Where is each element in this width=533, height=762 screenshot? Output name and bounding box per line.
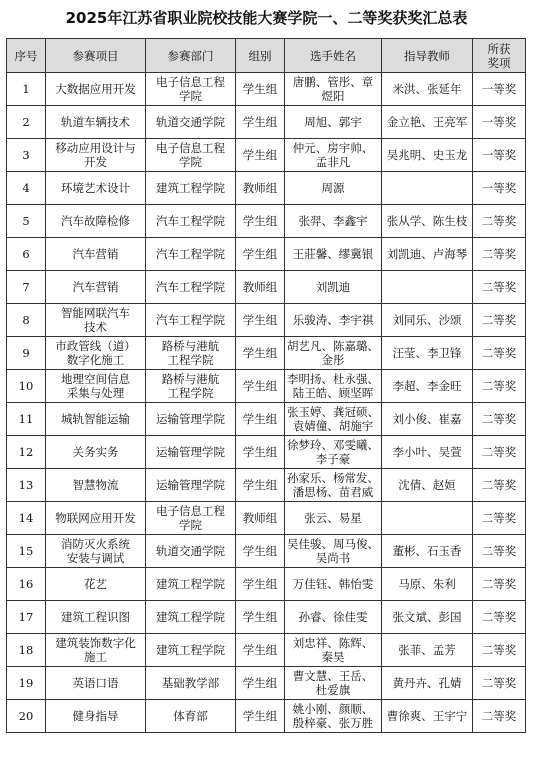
cell-group: 学生组 bbox=[236, 535, 285, 568]
header-cell-award: 所获 奖项 bbox=[473, 39, 526, 73]
cell-department: 建筑工程学院 bbox=[146, 172, 236, 205]
cell-index: 6 bbox=[7, 238, 46, 271]
cell-instructors: 黄丹卉、孔婧 bbox=[382, 667, 473, 700]
cell-instructors bbox=[382, 271, 473, 304]
cell-contestants: 张玉婷、龚冠硕、 袁婧僮、胡施宇 bbox=[285, 403, 382, 436]
cell-department: 汽车工程学院 bbox=[146, 304, 236, 337]
cell-instructors: 米洪、张延年 bbox=[382, 73, 473, 106]
table-row bbox=[7, 469, 526, 502]
cell-instructors: 李超、李金旺 bbox=[382, 370, 473, 403]
cell-group: 学生组 bbox=[236, 667, 285, 700]
header-cell-department: 参赛部门 bbox=[146, 39, 236, 73]
table-row bbox=[7, 172, 526, 205]
cell-department: 轨道交通学院 bbox=[146, 106, 236, 139]
cell-award: 二等奖 bbox=[473, 700, 526, 733]
cell-department: 轨道交通学院 bbox=[146, 535, 236, 568]
cell-award: 一等奖 bbox=[473, 73, 526, 106]
cell-instructors bbox=[382, 502, 473, 535]
cell-award: 二等奖 bbox=[473, 238, 526, 271]
cell-event: 智慧物流 bbox=[46, 469, 146, 502]
cell-award: 二等奖 bbox=[473, 535, 526, 568]
cell-instructors: 张从学、陈生枝 bbox=[382, 205, 473, 238]
cell-event: 大数据应用开发 bbox=[46, 73, 146, 106]
cell-department: 电子信息工程 学院 bbox=[146, 73, 236, 106]
cell-group: 教师组 bbox=[236, 172, 285, 205]
cell-instructors: 刘凯迪、卢海琴 bbox=[382, 238, 473, 271]
cell-group: 学生组 bbox=[236, 700, 285, 733]
table-row bbox=[7, 535, 526, 568]
cell-award: 二等奖 bbox=[473, 403, 526, 436]
table-header bbox=[7, 39, 526, 73]
cell-instructors: 曹徐爽、王宇宁 bbox=[382, 700, 473, 733]
page-title: 2025年江苏省职业院校技能大赛学院一、二等奖获奖汇总表 bbox=[65, 9, 468, 27]
cell-award: 一等奖 bbox=[473, 106, 526, 139]
cell-group: 学生组 bbox=[236, 601, 285, 634]
cell-event: 消防灭火系统 安装与调试 bbox=[46, 535, 146, 568]
table-row bbox=[7, 73, 526, 106]
cell-department: 建筑工程学院 bbox=[146, 568, 236, 601]
cell-contestants: 吴佳骏、周马俊、 吴尚书 bbox=[285, 535, 382, 568]
cell-department: 建筑工程学院 bbox=[146, 634, 236, 667]
cell-event: 环境艺术设计 bbox=[46, 172, 146, 205]
cell-index: 10 bbox=[7, 370, 46, 403]
cell-contestants: 万佳钰、韩怡雯 bbox=[285, 568, 382, 601]
cell-index: 8 bbox=[7, 304, 46, 337]
cell-contestants: 张羿、李鑫宇 bbox=[285, 205, 382, 238]
cell-group: 教师组 bbox=[236, 271, 285, 304]
cell-contestants: 刘忠祥、陈辉、 秦昊 bbox=[285, 634, 382, 667]
cell-index: 15 bbox=[7, 535, 46, 568]
header-row bbox=[7, 39, 526, 73]
cell-event: 关务实务 bbox=[46, 436, 146, 469]
cell-contestants: 曹文慧、王岳、 杜爱旗 bbox=[285, 667, 382, 700]
cell-index: 18 bbox=[7, 634, 46, 667]
table-row bbox=[7, 634, 526, 667]
cell-contestants: 徐梦玲、邓雯曦、 李子豪 bbox=[285, 436, 382, 469]
cell-contestants: 仲元、房宇帅、 孟非凡 bbox=[285, 139, 382, 172]
cell-event: 建筑工程识图 bbox=[46, 601, 146, 634]
cell-event: 汽车营销 bbox=[46, 271, 146, 304]
cell-award: 二等奖 bbox=[473, 271, 526, 304]
cell-event: 地理空间信息 采集与处理 bbox=[46, 370, 146, 403]
table-row bbox=[7, 337, 526, 370]
header-cell-contestants: 选手姓名 bbox=[285, 39, 382, 73]
table-row bbox=[7, 601, 526, 634]
award-summary-table bbox=[6, 38, 526, 733]
table-row bbox=[7, 436, 526, 469]
cell-instructors: 金立艳、王亮军 bbox=[382, 106, 473, 139]
cell-contestants: 孙睿、徐佳雯 bbox=[285, 601, 382, 634]
cell-award: 二等奖 bbox=[473, 469, 526, 502]
cell-event: 轨道车辆技术 bbox=[46, 106, 146, 139]
cell-award: 二等奖 bbox=[473, 568, 526, 601]
cell-contestants: 李明扬、杜永强、 陆王皓、顾坚晖 bbox=[285, 370, 382, 403]
cell-award: 二等奖 bbox=[473, 205, 526, 238]
cell-contestants: 刘凯迪 bbox=[285, 271, 382, 304]
cell-instructors: 张文斌、彭国 bbox=[382, 601, 473, 634]
cell-department: 体育部 bbox=[146, 700, 236, 733]
cell-group: 学生组 bbox=[236, 304, 285, 337]
cell-group: 学生组 bbox=[236, 139, 285, 172]
cell-event: 花艺 bbox=[46, 568, 146, 601]
cell-event: 健身指导 bbox=[46, 700, 146, 733]
cell-department: 基础教学部 bbox=[146, 667, 236, 700]
cell-index: 1 bbox=[7, 73, 46, 106]
table-row bbox=[7, 370, 526, 403]
cell-department: 建筑工程学院 bbox=[146, 601, 236, 634]
cell-index: 14 bbox=[7, 502, 46, 535]
table-row bbox=[7, 238, 526, 271]
table-row bbox=[7, 271, 526, 304]
cell-department: 运输管理学院 bbox=[146, 469, 236, 502]
cell-group: 学生组 bbox=[236, 469, 285, 502]
cell-instructors: 汪莹、李卫锋 bbox=[382, 337, 473, 370]
cell-group: 学生组 bbox=[236, 106, 285, 139]
cell-group: 学生组 bbox=[236, 205, 285, 238]
cell-group: 学生组 bbox=[236, 403, 285, 436]
table-row bbox=[7, 205, 526, 238]
cell-contestants: 姚小刚、颜顺、 殷梓豪、张万胜 bbox=[285, 700, 382, 733]
cell-index: 2 bbox=[7, 106, 46, 139]
cell-index: 16 bbox=[7, 568, 46, 601]
table-row bbox=[7, 403, 526, 436]
cell-instructors: 沈倩、赵姮 bbox=[382, 469, 473, 502]
cell-index: 17 bbox=[7, 601, 46, 634]
cell-event: 建筑装饰数字化 施工 bbox=[46, 634, 146, 667]
cell-group: 学生组 bbox=[236, 337, 285, 370]
table-row bbox=[7, 139, 526, 172]
cell-instructors: 张菲、孟芳 bbox=[382, 634, 473, 667]
cell-department: 汽车工程学院 bbox=[146, 238, 236, 271]
cell-event: 汽车故障检修 bbox=[46, 205, 146, 238]
table-row bbox=[7, 568, 526, 601]
cell-instructors bbox=[382, 172, 473, 205]
cell-award: 二等奖 bbox=[473, 436, 526, 469]
cell-contestants: 周源 bbox=[285, 172, 382, 205]
cell-department: 路桥与港航 工程学院 bbox=[146, 337, 236, 370]
cell-award: 二等奖 bbox=[473, 370, 526, 403]
cell-index: 9 bbox=[7, 337, 46, 370]
header-cell-index: 序号 bbox=[7, 39, 46, 73]
cell-index: 5 bbox=[7, 205, 46, 238]
cell-award: 二等奖 bbox=[473, 667, 526, 700]
cell-instructors: 刘小俊、崔嘉 bbox=[382, 403, 473, 436]
cell-index: 12 bbox=[7, 436, 46, 469]
cell-instructors: 刘同乐、沙颂 bbox=[382, 304, 473, 337]
cell-award: 二等奖 bbox=[473, 337, 526, 370]
cell-award: 一等奖 bbox=[473, 172, 526, 205]
cell-department: 汽车工程学院 bbox=[146, 271, 236, 304]
cell-award: 二等奖 bbox=[473, 634, 526, 667]
cell-contestants: 孙家乐、杨常发、 潘思杨、苗君威 bbox=[285, 469, 382, 502]
cell-instructors: 马原、朱利 bbox=[382, 568, 473, 601]
cell-event: 城轨智能运输 bbox=[46, 403, 146, 436]
cell-index: 3 bbox=[7, 139, 46, 172]
cell-group: 学生组 bbox=[236, 73, 285, 106]
cell-contestants: 周旭、郭宇 bbox=[285, 106, 382, 139]
cell-event: 移动应用设计与 开发 bbox=[46, 139, 146, 172]
cell-event: 汽车营销 bbox=[46, 238, 146, 271]
cell-index: 11 bbox=[7, 403, 46, 436]
cell-index: 19 bbox=[7, 667, 46, 700]
table-row bbox=[7, 667, 526, 700]
table-row bbox=[7, 502, 526, 535]
cell-department: 电子信息工程 学院 bbox=[146, 139, 236, 172]
cell-department: 汽车工程学院 bbox=[146, 205, 236, 238]
cell-event: 物联网应用开发 bbox=[46, 502, 146, 535]
table-row bbox=[7, 700, 526, 733]
cell-group: 学生组 bbox=[236, 634, 285, 667]
cell-department: 电子信息工程 学院 bbox=[146, 502, 236, 535]
cell-department: 运输管理学院 bbox=[146, 403, 236, 436]
cell-index: 20 bbox=[7, 700, 46, 733]
cell-award: 二等奖 bbox=[473, 601, 526, 634]
cell-group: 学生组 bbox=[236, 568, 285, 601]
cell-index: 4 bbox=[7, 172, 46, 205]
cell-contestants: 张云、易星 bbox=[285, 502, 382, 535]
table-body bbox=[7, 73, 526, 733]
cell-award: 二等奖 bbox=[473, 304, 526, 337]
cell-instructors: 董彬、石玉香 bbox=[382, 535, 473, 568]
cell-index: 13 bbox=[7, 469, 46, 502]
table-row bbox=[7, 304, 526, 337]
cell-group: 教师组 bbox=[236, 502, 285, 535]
cell-contestants: 唐鹏、管彤、章 煜阳 bbox=[285, 73, 382, 106]
cell-group: 学生组 bbox=[236, 436, 285, 469]
header-cell-group: 组别 bbox=[236, 39, 285, 73]
header-cell-instructors: 指导教师 bbox=[382, 39, 473, 73]
cell-contestants: 胡艺凡、陈嘉璐、 金彤 bbox=[285, 337, 382, 370]
cell-event: 智能网联汽车 技术 bbox=[46, 304, 146, 337]
cell-instructors: 李小叶、吴萱 bbox=[382, 436, 473, 469]
cell-event: 市政管线（道） 数字化施工 bbox=[46, 337, 146, 370]
cell-department: 运输管理学院 bbox=[146, 436, 236, 469]
cell-index: 7 bbox=[7, 271, 46, 304]
header-cell-event: 参赛项目 bbox=[46, 39, 146, 73]
cell-award: 一等奖 bbox=[473, 139, 526, 172]
cell-group: 学生组 bbox=[236, 370, 285, 403]
cell-instructors: 吴兆明、史玉龙 bbox=[382, 139, 473, 172]
table-row bbox=[7, 106, 526, 139]
cell-contestants: 王莊馨、缪冀银 bbox=[285, 238, 382, 271]
cell-contestants: 乐骏涛、李宇祺 bbox=[285, 304, 382, 337]
cell-department: 路桥与港航 工程学院 bbox=[146, 370, 236, 403]
cell-event: 英语口语 bbox=[46, 667, 146, 700]
cell-group: 学生组 bbox=[236, 238, 285, 271]
cell-award: 二等奖 bbox=[473, 502, 526, 535]
